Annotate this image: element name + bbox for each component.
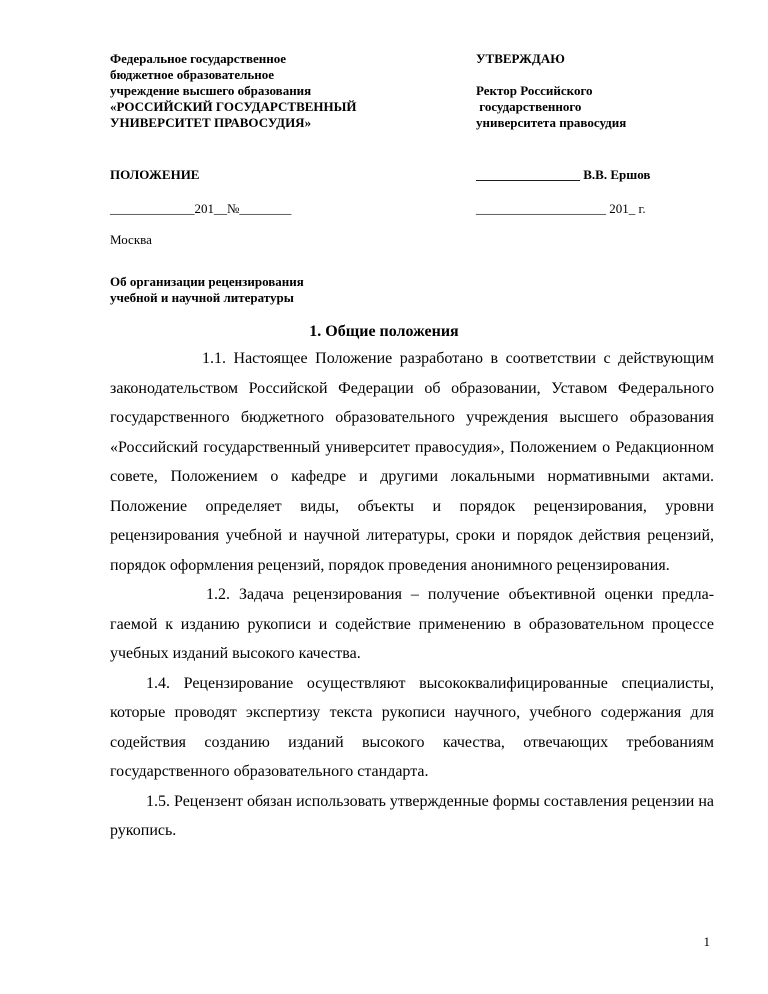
paragraph-text: Рецензент обязан использовать утвержденные формы составления рецензии на рукопись. <box>110 792 714 839</box>
paragraph <box>110 580 714 669</box>
document-number-line: _____________201__№________ <box>110 201 292 216</box>
subject-line: Об организации рецензирования <box>110 274 304 289</box>
paragraph <box>110 787 714 846</box>
approval-block <box>476 51 736 131</box>
organization-line: учреждение высшего образования <box>110 83 312 98</box>
organization-line: УНИВЕРСИТЕТ ПРАВОСУДИЯ» <box>110 115 312 130</box>
paragraph-text: Рецензирование осуществляют высококвалифицированные специалисты, которые проводят экспертизу текста рукописи научного, учебного содержания для содействия созданию изданий высокого качества, отвечающих требованиям государственного образовательного стандарта. <box>110 674 715 780</box>
city: Москва <box>110 232 152 247</box>
paragraph-text: Настоящее Положение разработано в соответствии с действующим законодательством Российской Федерации об образовании, Уставом Федерального государственного бюджетного образовательного учреждения высшего образования «Российский государственный университет правосудия», Положением о Редакционном совете, Положением о кафедре и другими локальными нормативными актами. Положение определяет виды, объекты и порядок рецензирования, уровни рецензирования учебной и научной литературы, сроки и порядок действия рецензий, порядок оформления рецензий, порядок проведения анонимного рецензирования. <box>110 350 715 574</box>
paragraph-number: 1.1. <box>202 350 226 367</box>
organization-line: бюджетное образовательное <box>110 67 275 82</box>
paragraph <box>110 344 714 580</box>
paragraph <box>110 669 714 787</box>
paragraph-number: 1.4. <box>146 674 184 692</box>
paragraph-number: 1.2. <box>206 586 230 603</box>
paragraph-text: Задача рецензирования – получение объективной оценки предлагаемой к изданию рукописи и содействие применению в образовательном процессе учебных изданий высокого качества. <box>110 586 715 662</box>
paragraph-number: 1.5. <box>146 792 174 810</box>
organization-line: «РОССИЙСКИЙ ГОСУДАРСТВЕННЫЙ <box>110 99 357 114</box>
approver-line: Ректор Российского <box>476 83 593 98</box>
date-line: ____________________ 201_ г. <box>476 201 646 216</box>
organization-line: Федеральное государственное <box>110 51 286 66</box>
approver-line: университета правосудия <box>476 115 627 130</box>
approval-title: УТВЕРЖДАЮ <box>476 51 565 66</box>
organization-block <box>110 51 450 131</box>
document-type: ПОЛОЖЕНИЕ <box>110 167 200 182</box>
page-number: 1 <box>703 934 710 949</box>
approver-line: государственного <box>476 99 582 114</box>
section-title: 1. Общие положения <box>309 323 459 340</box>
signature-line: ________________ В.В. Ершов <box>476 167 651 182</box>
subject-line: учебной и научной литературы <box>110 290 294 305</box>
section-body <box>110 344 714 846</box>
